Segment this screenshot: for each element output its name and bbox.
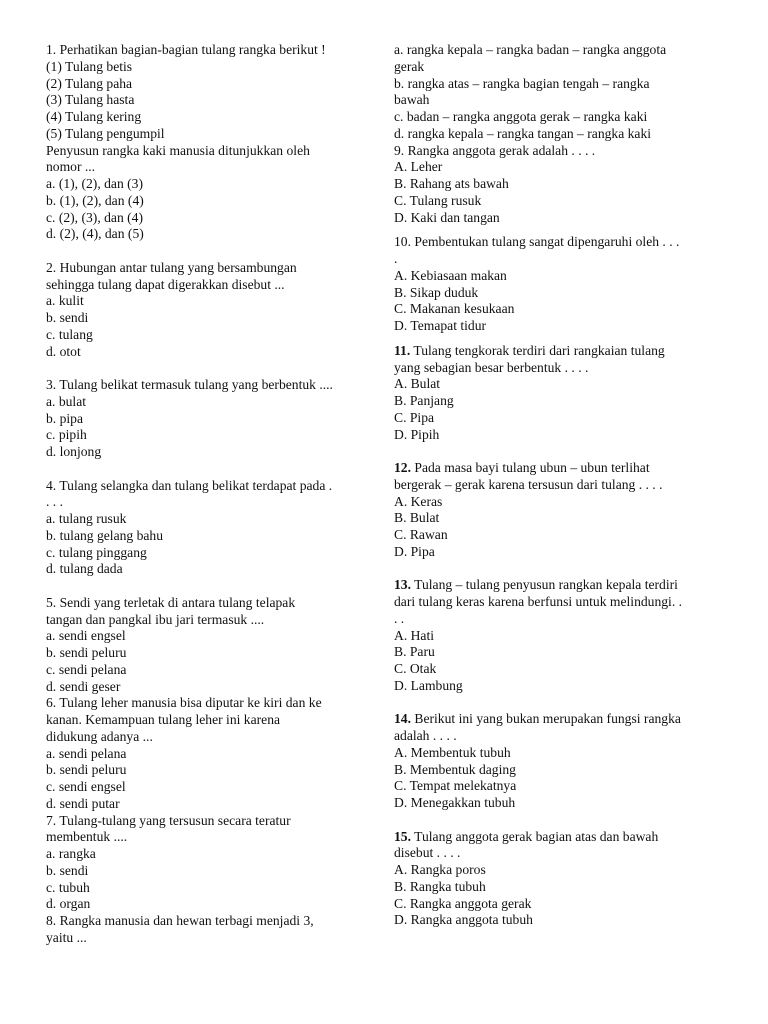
question-number: 12. — [394, 460, 411, 475]
question-text — [394, 460, 724, 477]
question-q6 — [46, 695, 376, 812]
question-text: a. rangka kepala – rangka badan – rangka anggota — [394, 42, 667, 57]
question-text: 1. Perhatikan bagian-bagian tulang rangka berikut ! — [46, 42, 326, 57]
question-line: d. rangka kepala – rangka tangan – rangka kaki — [394, 125, 652, 141]
question-line: A. Kebiasaan makan — [394, 267, 507, 283]
question-line: d. tulang dada — [46, 561, 123, 577]
question-line: D. Lambung — [394, 677, 463, 693]
question-line: A. Keras — [394, 493, 443, 509]
left-column — [46, 42, 376, 947]
question-text: 6. Tulang leher manusia bisa diputar ke kiri dan ke — [46, 695, 322, 711]
question-q11 — [394, 343, 724, 444]
question-line: D. Pipih — [394, 426, 440, 442]
question-line: dari tulang keras karena berfunsi untuk melindungi. . — [394, 594, 683, 609]
question-line: c. (2), (3), dan (4) — [46, 209, 144, 225]
question-line: . . — [394, 610, 405, 626]
question-line: c. tulang pinggang — [46, 544, 147, 560]
question-line: c. sendi engsel — [46, 779, 126, 794]
question-q15 — [394, 829, 724, 930]
question-line: B. Panjang — [394, 393, 454, 408]
question-line: sehingga tulang dapat digerakkan disebut ... — [46, 276, 285, 292]
question-line: d. sendi geser — [46, 678, 121, 694]
question-q12 — [394, 460, 724, 561]
question-line: D. Menegakkan tubuh — [394, 795, 516, 810]
question-line: B. Paru — [394, 644, 435, 660]
question-line: c. sendi pelana — [46, 661, 127, 677]
question-line: Penyusun rangka kaki manusia ditunjukkan oleh — [46, 142, 310, 158]
question-line: C. Tempat melekatnya — [394, 778, 517, 794]
question-line: disebut . . . . — [394, 845, 461, 861]
question-q4 — [46, 478, 376, 579]
question-text — [394, 829, 724, 846]
question-text — [394, 343, 724, 360]
question-text — [394, 577, 724, 594]
question-text-content: Tulang – tulang penyusun rangkan kepala terdiri — [411, 577, 678, 593]
question-line: C. Pipa — [394, 409, 435, 425]
question-line: b. sendi — [46, 862, 89, 878]
question-line: b. sendi peluru — [46, 762, 127, 778]
question-line: D. Temapat tidur — [394, 318, 487, 333]
question-line: yang sebagian besar berbentuk . . . . — [394, 359, 589, 375]
question-line: . — [394, 251, 398, 266]
question-line: a. rangka — [46, 846, 96, 861]
question-line: nomor ... — [46, 159, 96, 175]
right-column — [394, 42, 724, 929]
question-line: D. Pipa — [394, 543, 435, 559]
question-line: didukung adanya ... — [46, 728, 153, 744]
question-text — [394, 711, 724, 728]
question-q13 — [394, 577, 724, 694]
question-q5 — [46, 595, 376, 696]
question-line: (1) Tulang betis — [46, 58, 133, 74]
question-line: c. badan – rangka anggota gerak – rangka kaki — [394, 109, 648, 124]
question-line: b. rangka atas – rangka bagian tengah – rangka — [394, 75, 650, 91]
question-line: A. Hati — [394, 627, 435, 643]
question-line: C. Makanan kesukaan — [394, 301, 515, 317]
question-line: A. Bulat — [394, 376, 441, 392]
question-line: b. sendi peluru — [46, 645, 127, 660]
question-text-content: Tulang tengkorak terdiri dari rangkaian tulang — [410, 342, 665, 358]
question-line: d. lonjong — [46, 444, 102, 459]
question-line: c. pipih — [46, 427, 87, 443]
question-line: a. kulit — [46, 293, 84, 309]
question-line: b. (1), (2), dan (4) — [46, 192, 144, 208]
question-line: b. pipa — [46, 410, 83, 426]
question-line: A. Rangka poros — [394, 862, 486, 877]
question-line: D. Rangka anggota tubuh — [394, 912, 533, 928]
question-q8 — [46, 913, 376, 947]
question-line: C. Otak — [394, 661, 437, 676]
question-line: kanan. Kemampuan tulang leher ini karena — [46, 712, 281, 727]
question-line: c. tubuh — [46, 879, 90, 895]
question-q9 — [394, 143, 724, 227]
question-line: gerak — [394, 58, 425, 74]
question-line: (5) Tulang pengumpil — [46, 125, 165, 141]
question-line: a. sendi pelana — [46, 745, 127, 761]
question-q7 — [46, 813, 376, 914]
question-text-content: Pada masa bayi tulang ubun – ubun terlihat — [411, 460, 650, 475]
question-q8-options — [394, 42, 724, 143]
question-number: 15. — [394, 828, 411, 844]
question-line: d. organ — [46, 896, 91, 912]
question-q3 — [46, 377, 376, 461]
question-text-content: Berikut ini yang bukan merupakan fungsi rangka — [411, 711, 681, 727]
question-line: . . . — [46, 494, 63, 510]
question-line: B. Sikap duduk — [394, 284, 479, 300]
question-text: 8. Rangka manusia dan hewan terbagi menjadi 3, — [46, 913, 314, 928]
question-text: 3. Tulang belikat termasuk tulang yang berbentuk .... — [46, 377, 333, 392]
question-line: tangan dan pangkal ibu jari termasuk .... — [46, 611, 265, 627]
question-number: 14. — [394, 711, 411, 727]
question-line: A. Leher — [394, 159, 443, 175]
question-text: 4. Tulang selangka dan tulang belikat terdapat pada . — [46, 477, 333, 493]
question-line: b. tulang gelang bahu — [46, 527, 164, 543]
question-number: 13. — [394, 577, 411, 593]
question-line: membentuk .... — [46, 829, 128, 845]
question-line: (2) Tulang paha — [46, 75, 133, 91]
question-text: 2. Hubungan antar tulang yang bersambungan — [46, 259, 297, 275]
question-line: A. Membentuk tubuh — [394, 744, 511, 760]
question-number: 11. — [394, 342, 411, 358]
question-line: c. tulang — [46, 326, 93, 342]
question-line: adalah . . . . — [394, 728, 457, 743]
question-text: 10. Pembentukan tulang sangat dipengaruhi oleh . . . — [394, 234, 680, 250]
question-line: yaitu ... — [46, 929, 87, 945]
question-line: C. Rawan — [394, 527, 448, 542]
question-line: d. sendi putar — [46, 795, 120, 811]
question-line: B. Rahang ats bawah — [394, 176, 509, 191]
question-line: bawah — [394, 92, 430, 108]
question-q1 — [46, 42, 376, 243]
question-text-content: Tulang anggota gerak bagian atas dan bawah — [411, 828, 659, 844]
question-text: 9. Rangka anggota gerak adalah . . . . — [394, 142, 596, 158]
question-line: bergerak – gerak karena tersusun dari tulang . . . . — [394, 476, 663, 492]
question-line: a. (1), (2), dan (3) — [46, 176, 144, 191]
question-line: (3) Tulang hasta — [46, 92, 135, 108]
question-q2 — [46, 260, 376, 361]
question-line: a. tulang rusuk — [46, 511, 127, 526]
question-line: B. Membentuk daging — [394, 761, 516, 777]
question-line: d. (2), (4), dan (5) — [46, 226, 144, 242]
question-text: 7. Tulang-tulang yang tersusun secara teratur — [46, 812, 291, 828]
question-line: b. sendi — [46, 310, 89, 325]
question-line: a. bulat — [46, 393, 87, 409]
question-line: a. sendi engsel — [46, 628, 126, 644]
question-q10 — [394, 234, 724, 335]
question-line: C. Rangka anggota gerak — [394, 895, 532, 911]
question-line: B. Bulat — [394, 510, 440, 526]
question-q14 — [394, 711, 724, 812]
question-line: (4) Tulang kering — [46, 109, 142, 124]
question-line: B. Rangka tubuh — [394, 878, 486, 894]
question-text: 5. Sendi yang terletak di antara tulang telapak — [46, 594, 296, 610]
question-line: C. Tulang rusuk — [394, 192, 482, 208]
question-line: D. Kaki dan tangan — [394, 209, 500, 225]
question-line: d. otot — [46, 343, 81, 359]
